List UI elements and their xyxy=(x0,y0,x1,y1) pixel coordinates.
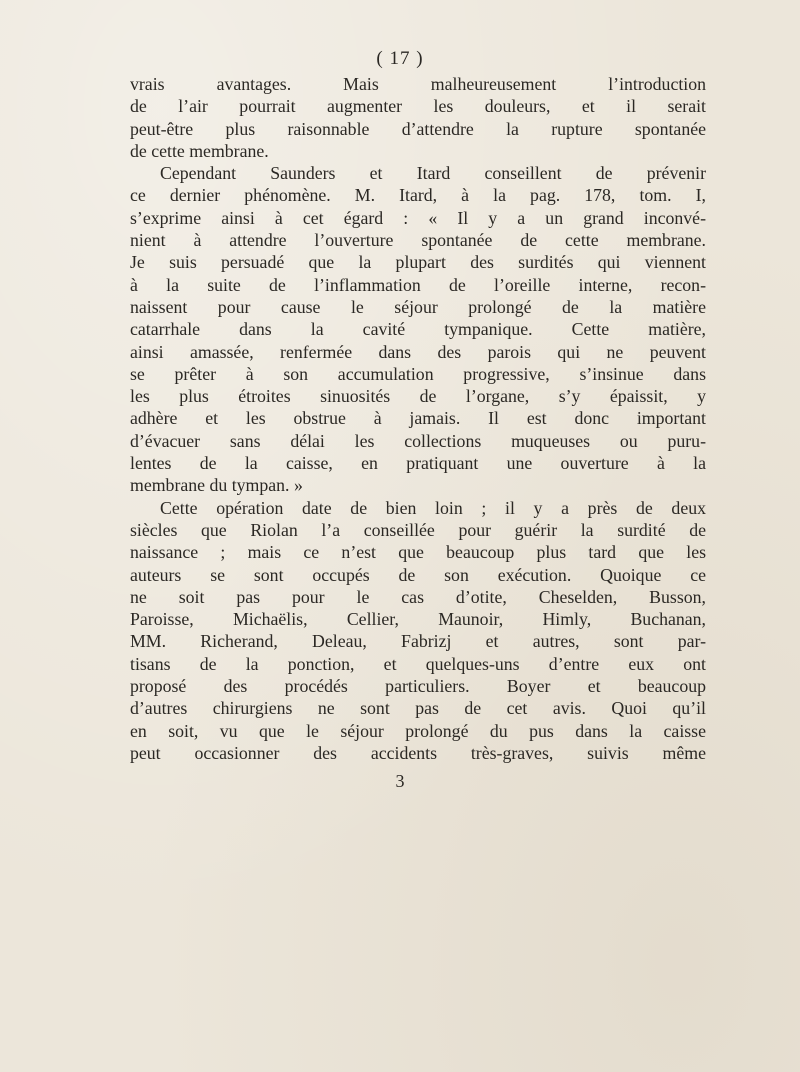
text-line: peut occasionner des accidents très-graves, suivis même xyxy=(130,742,706,763)
page-number: ( 17 ) xyxy=(376,48,424,69)
signature-mark: 3 xyxy=(395,771,405,791)
text-line: adhère et les obstrue à jamais. Il est donc important xyxy=(130,408,706,429)
text-line: Cette opération date de bien loin ; il y a près de deux xyxy=(160,497,706,518)
text-line: proposé des procédés particuliers. Boyer et beaucoup xyxy=(130,676,706,697)
text-line: Paroisse, Michaëlis, Cellier, Maunoir, Himly, Buchanan, xyxy=(130,609,706,630)
text-line: vrais avantages. Mais malheureusement l’introduction xyxy=(130,74,706,94)
text-line: ne soit pas pour le cas d’otite, Cheselden, Busson, xyxy=(130,586,706,607)
text-line: Je suis persuadé que la plupart des surdités qui viennent xyxy=(130,252,706,273)
text-line: naissance ; mais ce n’est que beaucoup plus tard que les xyxy=(130,542,706,563)
text-line: ce dernier phénomène. M. Itard, à la pag. 178, tom. I, xyxy=(130,185,706,206)
text-line: s’exprime ainsi à cet égard : « Il y a un grand inconvé- xyxy=(130,207,706,228)
text-line: se prêter à son accumulation progressive, s’insinue dans xyxy=(130,363,706,384)
text-line: de l’air pourrait augmenter les douleurs, et il serait xyxy=(130,96,706,117)
text-line: MM. Richerand, Deleau, Fabrizj et autres, sont par- xyxy=(130,631,706,652)
text-line: en soit, vu que le séjour prolongé du pus dans la caisse xyxy=(130,720,706,741)
text-line: ainsi amassée, renfermée dans des parois qui ne peuvent xyxy=(130,341,706,362)
text-line: à la suite de l’inflammation de l’oreille interne, recon- xyxy=(130,274,706,295)
text-line: siècles que Riolan l’a conseillée pour guérir la surdité de xyxy=(130,519,706,540)
text-line: d’autres chirurgiens ne sont pas de cet avis. Quoi qu’il xyxy=(130,698,706,719)
text-line: tisans de la ponction, et quelques-uns d’entre eux ont xyxy=(130,653,706,674)
text-line: de cette membrane. xyxy=(130,140,269,161)
body-text xyxy=(130,73,706,764)
text-line: catarrhale dans la cavité tympanique. Cette matière, xyxy=(130,319,706,340)
text-line: Cependant Saunders et Itard conseillent de prévenir xyxy=(160,163,706,184)
text-line: les plus étroites sinuosités de l’organe, s’y épaissit, y xyxy=(130,386,706,407)
text-line: nient à attendre l’ouverture spontanée de cette membrane. xyxy=(130,230,706,251)
text-line: auteurs se sont occupés de son exécution. Quoique ce xyxy=(130,564,706,585)
text-line: naissent pour cause le séjour prolongé de la matière xyxy=(130,296,706,317)
text-line: peut-être plus raisonnable d’attendre la rupture spontanée xyxy=(130,118,706,139)
text-line: d’évacuer sans délai les collections muqueuses ou puru- xyxy=(130,430,706,451)
text-line: lentes de la caisse, en pratiquant une ouverture à la xyxy=(130,453,706,474)
text-line: membrane du tympan. » xyxy=(130,475,303,496)
